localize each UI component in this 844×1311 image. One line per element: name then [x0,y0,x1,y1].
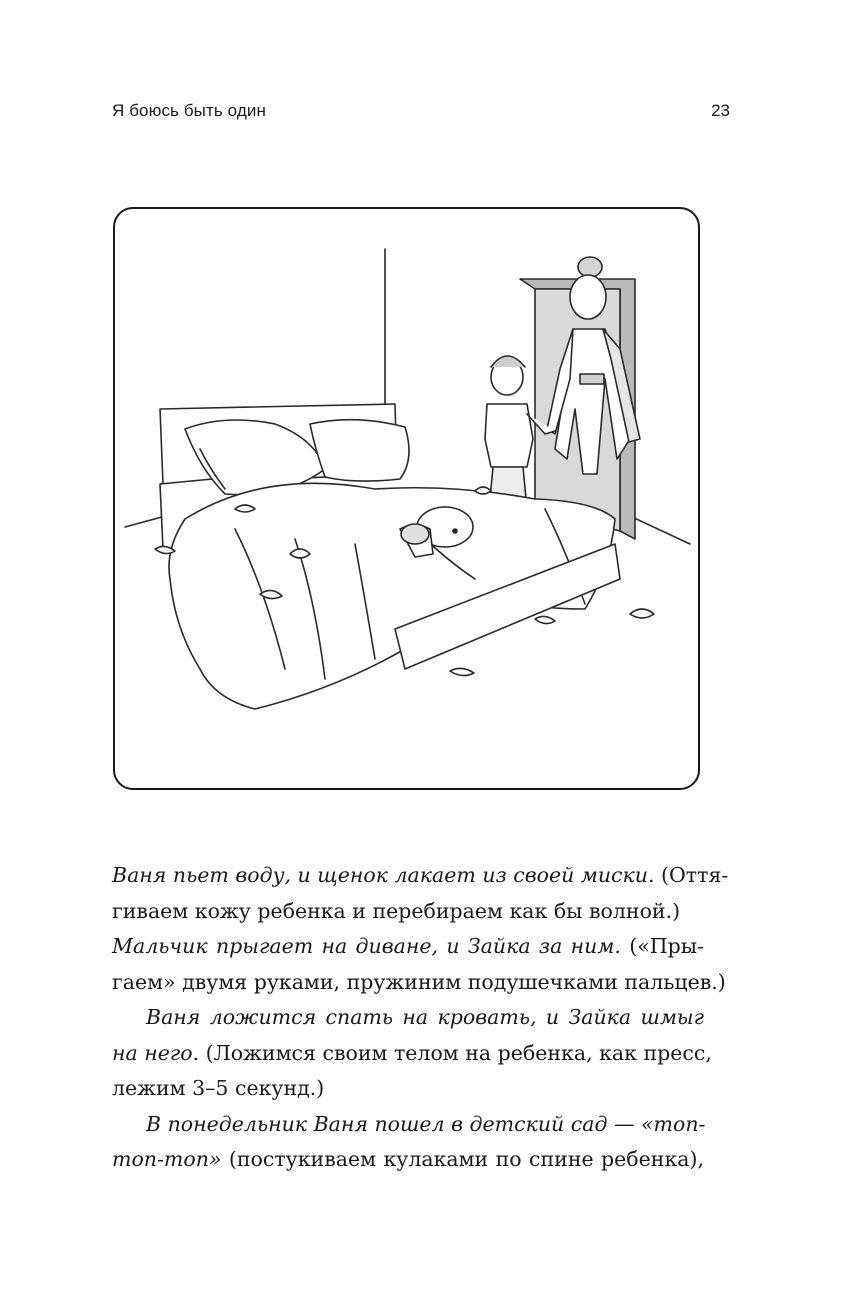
body-text [112,858,729,1178]
paragraph-2 [112,929,726,1000]
text-line: лежим 3–5 секунд.) [112,1076,325,1100]
italic-text: Мальчик прыгает на диване, и Зайка за ним. [112,934,621,958]
text-line [112,929,704,965]
paragraph-3 [112,1000,712,1107]
italic-text: Ваня ложится спать на кровать, и Зайка шмыг [146,1005,704,1029]
page-number: 23 [711,101,730,120]
paragraph-1 [112,858,729,929]
text-line [112,858,729,894]
italic-text: топ-топ» [112,1147,222,1171]
italic-text: В понедельник Ваня пошел в детский сад — «топ- [146,1111,706,1136]
plain-text: (Оття- [654,863,729,887]
italic-text: Ваня пьет воду, и щенок лакает из своей миски. [112,863,655,887]
plain-text: (Ложимся своим телом на ребенка, как пресс, [199,1040,712,1065]
bedroom-illustration-icon [115,209,697,787]
plain-text: («Пры- [620,934,704,958]
text-line: гиваем кожу ребенка и перебираем как бы волной.) [112,898,681,923]
running-header-title: Я боюсь быть один [112,101,266,120]
text-line: гаем» двумя руками, пружиним подушечками пальцев.) [112,969,726,994]
text-line [112,1107,704,1143]
text-line [112,1000,704,1036]
illustration-frame [113,207,700,790]
text-line [112,1142,704,1178]
plain-text: (постукиваем кулаками по спине ребенка), [221,1147,704,1171]
text-line [112,1036,712,1072]
paragraph-4 [112,1107,704,1178]
italic-text: на него. [112,1040,200,1065]
